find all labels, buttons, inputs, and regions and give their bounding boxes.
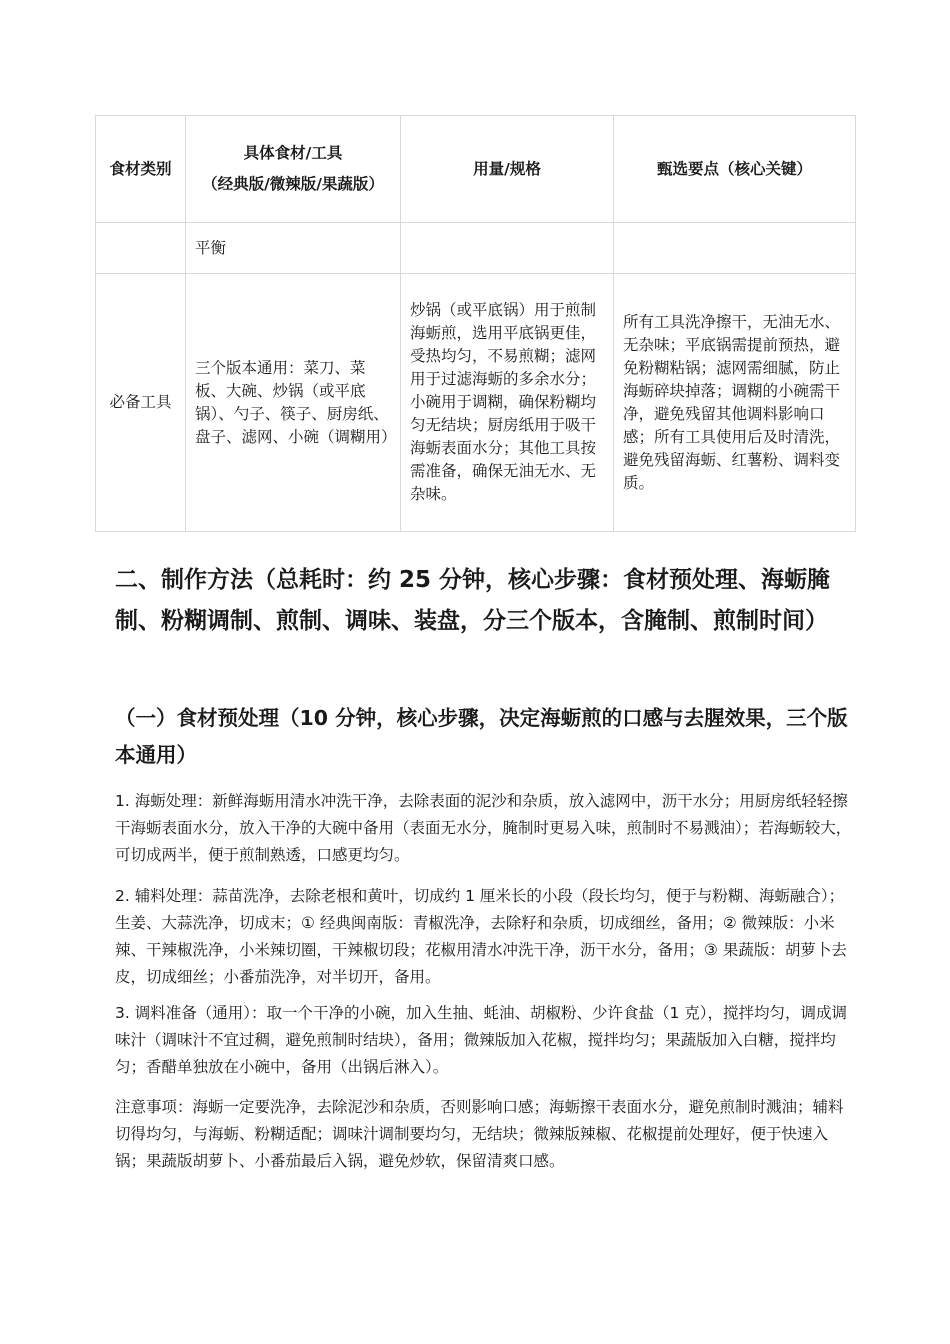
cell-item: 平衡: [186, 223, 401, 274]
table-header-row: [96, 116, 856, 223]
header-category: 食材类别: [96, 116, 186, 223]
header-item-line2: （经典版/微辣版/果蔬版）: [202, 175, 384, 193]
subsection-heading: （一）食材预处理（10 分钟，核心步骤，决定海蛎煎的口感与去腥效果，三个版本通用）: [115, 706, 848, 767]
section-heading: 二、制作方法（总耗时：约 25 分钟，核心步骤：食材预处理、海蛎腌制、粉糊调制、煎制、调味、装盘，分三个版本，含腌制、煎制时间）: [115, 567, 831, 634]
ingredients-table: [95, 115, 856, 532]
header-item-line1: 具体食材/工具: [243, 144, 343, 162]
paragraph-auxiliary-processing: 2. 辅料处理：蒜苗洗净，去除老根和黄叶，切成约 1 厘米长的小段（段长均匀，便于与粉糊、海蛎融合）；生姜、大蒜洗净，切成末；① 经典闽南版：青椒洗净，去除籽和杂质，切成细丝，备用；② 微辣版：小米辣、干辣椒洗净，小米辣切圈，干辣椒切段；花椒用清水冲洗干净，沥干水分，备用；③ 果蔬版：胡萝卜去皮，切成细丝；小番茄洗净，对半切开，备用。: [115, 887, 847, 986]
cell-category: 必备工具: [96, 274, 186, 532]
cell-key-points: 所有工具洗净擦干，无油无水、无杂味；平底锅需提前预热，避免粉糊粘锅；滤网需细腻，防止海蛎碎块掉落；调糊的小碗需干净，避免残留其他调料影响口感；所有工具使用后及时清洗，避免残留海蛎、红薯粉、调料变质。: [614, 274, 856, 532]
paragraph-seasoning-preparation: 3. 调料准备（通用）：取一个干净的小碗，加入生抽、蚝油、胡椒粉、少许食盐（1 克），搅拌均匀，调成调味汁（调味汁不宜过稠，避免煎制时结块），备用；微辣版加入花椒，搅拌均匀；果蔬版加入白糖，搅拌均匀；香醋单独放在小碗中，备用（出锅后淋入）。: [115, 1004, 848, 1076]
header-amount: 用量/规格: [401, 116, 614, 223]
cell-amount: [401, 223, 614, 274]
table-row: [96, 223, 856, 274]
paragraph-oyster-processing: 1. 海蛎处理：新鲜海蛎用清水冲洗干净，去除表面的泥沙和杂质，放入滤网中，沥干水分；用厨房纸轻轻擦干海蛎表面水分，放入干净的大碗中备用（表面无水分，腌制时更易入味，煎制时不易溅油）；若海蛎较大，可切成两半，便于煎制熟透，口感更均匀。: [115, 792, 852, 864]
cell-item: 三个版本通用：菜刀、菜板、大碗、炒锅（或平底锅）、勺子、筷子、厨房纸、盘子、滤网、小碗（调糊用）: [186, 274, 401, 532]
table-row: [96, 274, 856, 532]
cell-amount: 炒锅（或平底锅）用于煎制海蛎煎，选用平底锅更佳，受热均匀，不易煎糊；滤网用于过滤海蛎的多余水分；小碗用于调糊，确保粉糊均匀无结块；厨房纸用于吸干海蛎表面水分；其他工具按需准备，确保无油无水、无杂味。: [401, 274, 614, 532]
header-item: [186, 116, 401, 223]
header-key-points: 甄选要点（核心关键）: [614, 116, 856, 223]
cell-key-points: [614, 223, 856, 274]
cell-category: [96, 223, 186, 274]
paragraph-notes: 注意事项：海蛎一定要洗净，去除泥沙和杂质，否则影响口感；海蛎擦干表面水分，避免煎制时溅油；辅料切得均匀，与海蛎、粉糊适配；调味汁调制要均匀，无结块；微辣版辣椒、花椒提前处理好，便于快速入锅；果蔬版胡萝卜、小番茄最后入锅，避免炒软，保留清爽口感。: [115, 1098, 844, 1170]
